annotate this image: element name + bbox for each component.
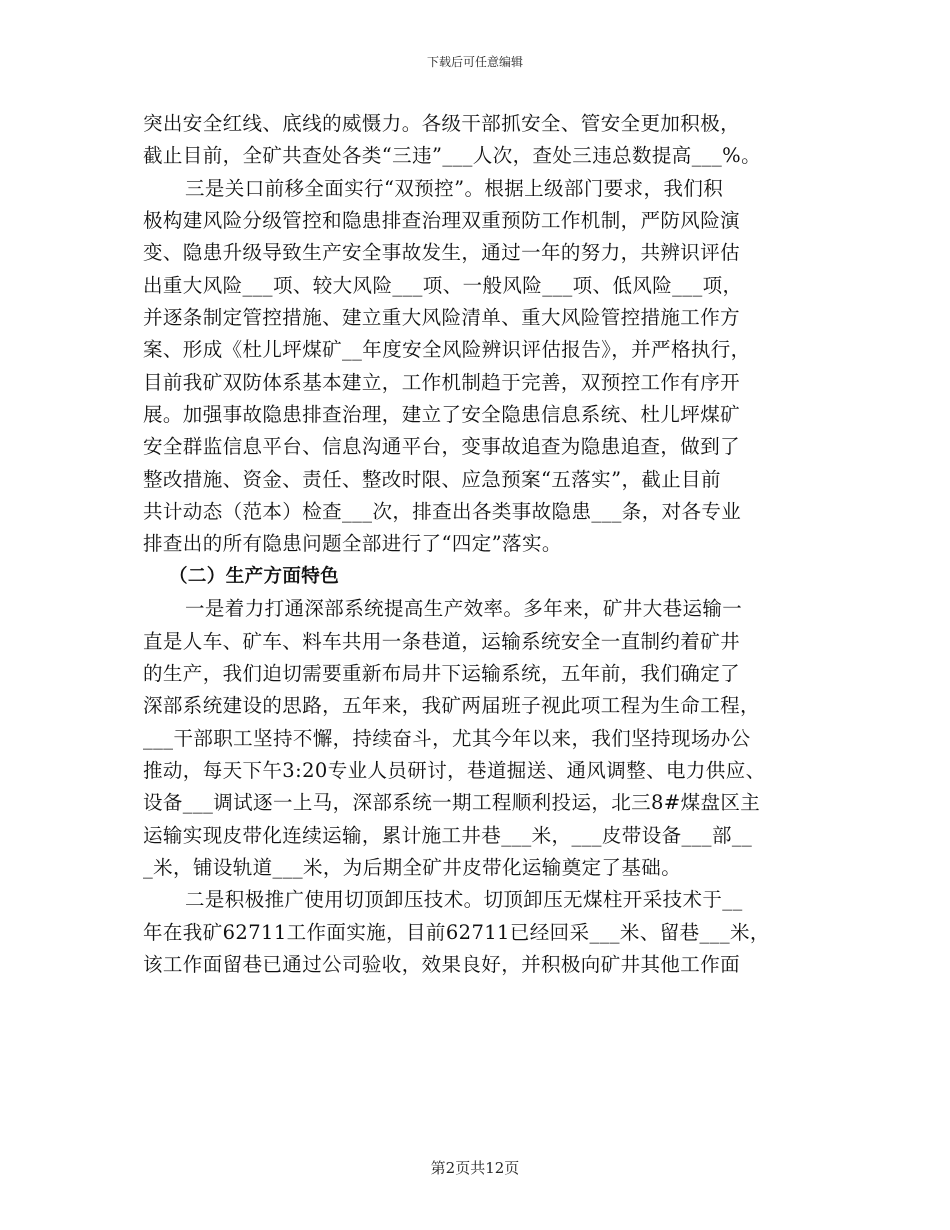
- page-header-note: 下载后可任意编辑: [426, 55, 523, 69]
- page-footer-page-number: 第2页共12页: [430, 1159, 520, 1177]
- text-line: 展。加强事故隐患排查治理，建立了安全隐患信息系统、杜儿坪煤矿: [143, 403, 741, 427]
- text-line: 出重大风险___项、较大风险___项、一般风险___项、低风险___项，: [143, 273, 743, 297]
- text-line: 推动，每天下午3:20专业人员研讨，巷道掘送、通风调整、电力供应、: [143, 758, 766, 782]
- text-line: 整改措施、资金、责任、整改时限、应急预案“五落实”，截止目前: [143, 467, 721, 491]
- text-line: 案、形成《杜儿坪煤矿__年度安全风险辨识评估报告》，并严格执行，: [143, 338, 751, 362]
- text-line: 该工作面留巷已通过公司验收，效果良好，并积极向矿井其他工作面: [143, 952, 741, 976]
- text-line: 突出安全红线、底线的威慑力。各级干部抓安全、管安全更加积极，: [143, 112, 741, 135]
- document-body: [143, 108, 823, 981]
- text-line: 变、隐患升级导致生产安全事故发生，通过一年的努力，共辨识评估: [143, 241, 741, 265]
- text-line: 截止目前，全矿共查处各类“三违”___人次，查处三违总数提高___%。: [143, 144, 761, 168]
- text-line: 深部系统建设的思路，五年来，我矿两届班子视此项工程为生命工程，: [143, 694, 760, 718]
- text-line: 共计动态（范本）检查___次，排查出各类事故隐患___条，对各专业: [143, 500, 742, 524]
- text-line: 运输实现皮带化连续运输，累计施工井巷___米，___皮带设备___部__: [143, 823, 753, 847]
- text-line: 排查出的所有隐患问题全部进行了“四定”落实。: [143, 532, 562, 556]
- paragraph-first-line: 三是关口前移全面实行“双预控”。根据上级部门要求，我们积: [185, 176, 724, 200]
- text-line: 目前我矿双防体系基本建立，工作机制趋于完善，双预控工作有序开: [143, 370, 741, 394]
- text-line: 并逐条制定管控措施、建立重大风险清单、重大风险管控措施工作方: [143, 306, 741, 330]
- text-line: 安全群监信息平台、信息沟通平台，变事故追查为隐患追查，做到了: [143, 435, 741, 459]
- text-line: 年在我矿62711工作面实施，目前62711已经回采___米、留巷___米，: [143, 920, 770, 944]
- section-heading: （二）生产方面特色: [169, 565, 340, 587]
- text-line: 的生产，我们迫切需要重新布局井下运输系统，五年前，我们确定了: [143, 661, 741, 685]
- text-line: _米，铺设轨道___米，为后期全矿井皮带化运输奠定了基础。: [143, 855, 682, 879]
- text-line: 直是人车、矿车、料车共用一条巷道，运输系统安全一直制约着矿井: [143, 629, 741, 653]
- paragraph-first-line: 一是着力打通深部系统提高生产效率。多年来，矿井大巷运输一: [185, 597, 743, 621]
- text-line: 设备___调试逐一上马，深部系统一期工程顺利投运，北三8#煤盘区主: [143, 791, 761, 815]
- text-line: 极构建风险分级管控和隐患排查治理双重预防工作机制，严防风险演: [143, 209, 741, 233]
- text-line: ___干部职工坚持不懈，持续奋斗，尤其今年以来，我们坚持现场办公: [143, 726, 751, 750]
- paragraph-first-line: 二是积极推广使用切顶卸压技术。切顶卸压无煤柱开采技术于__: [185, 888, 743, 912]
